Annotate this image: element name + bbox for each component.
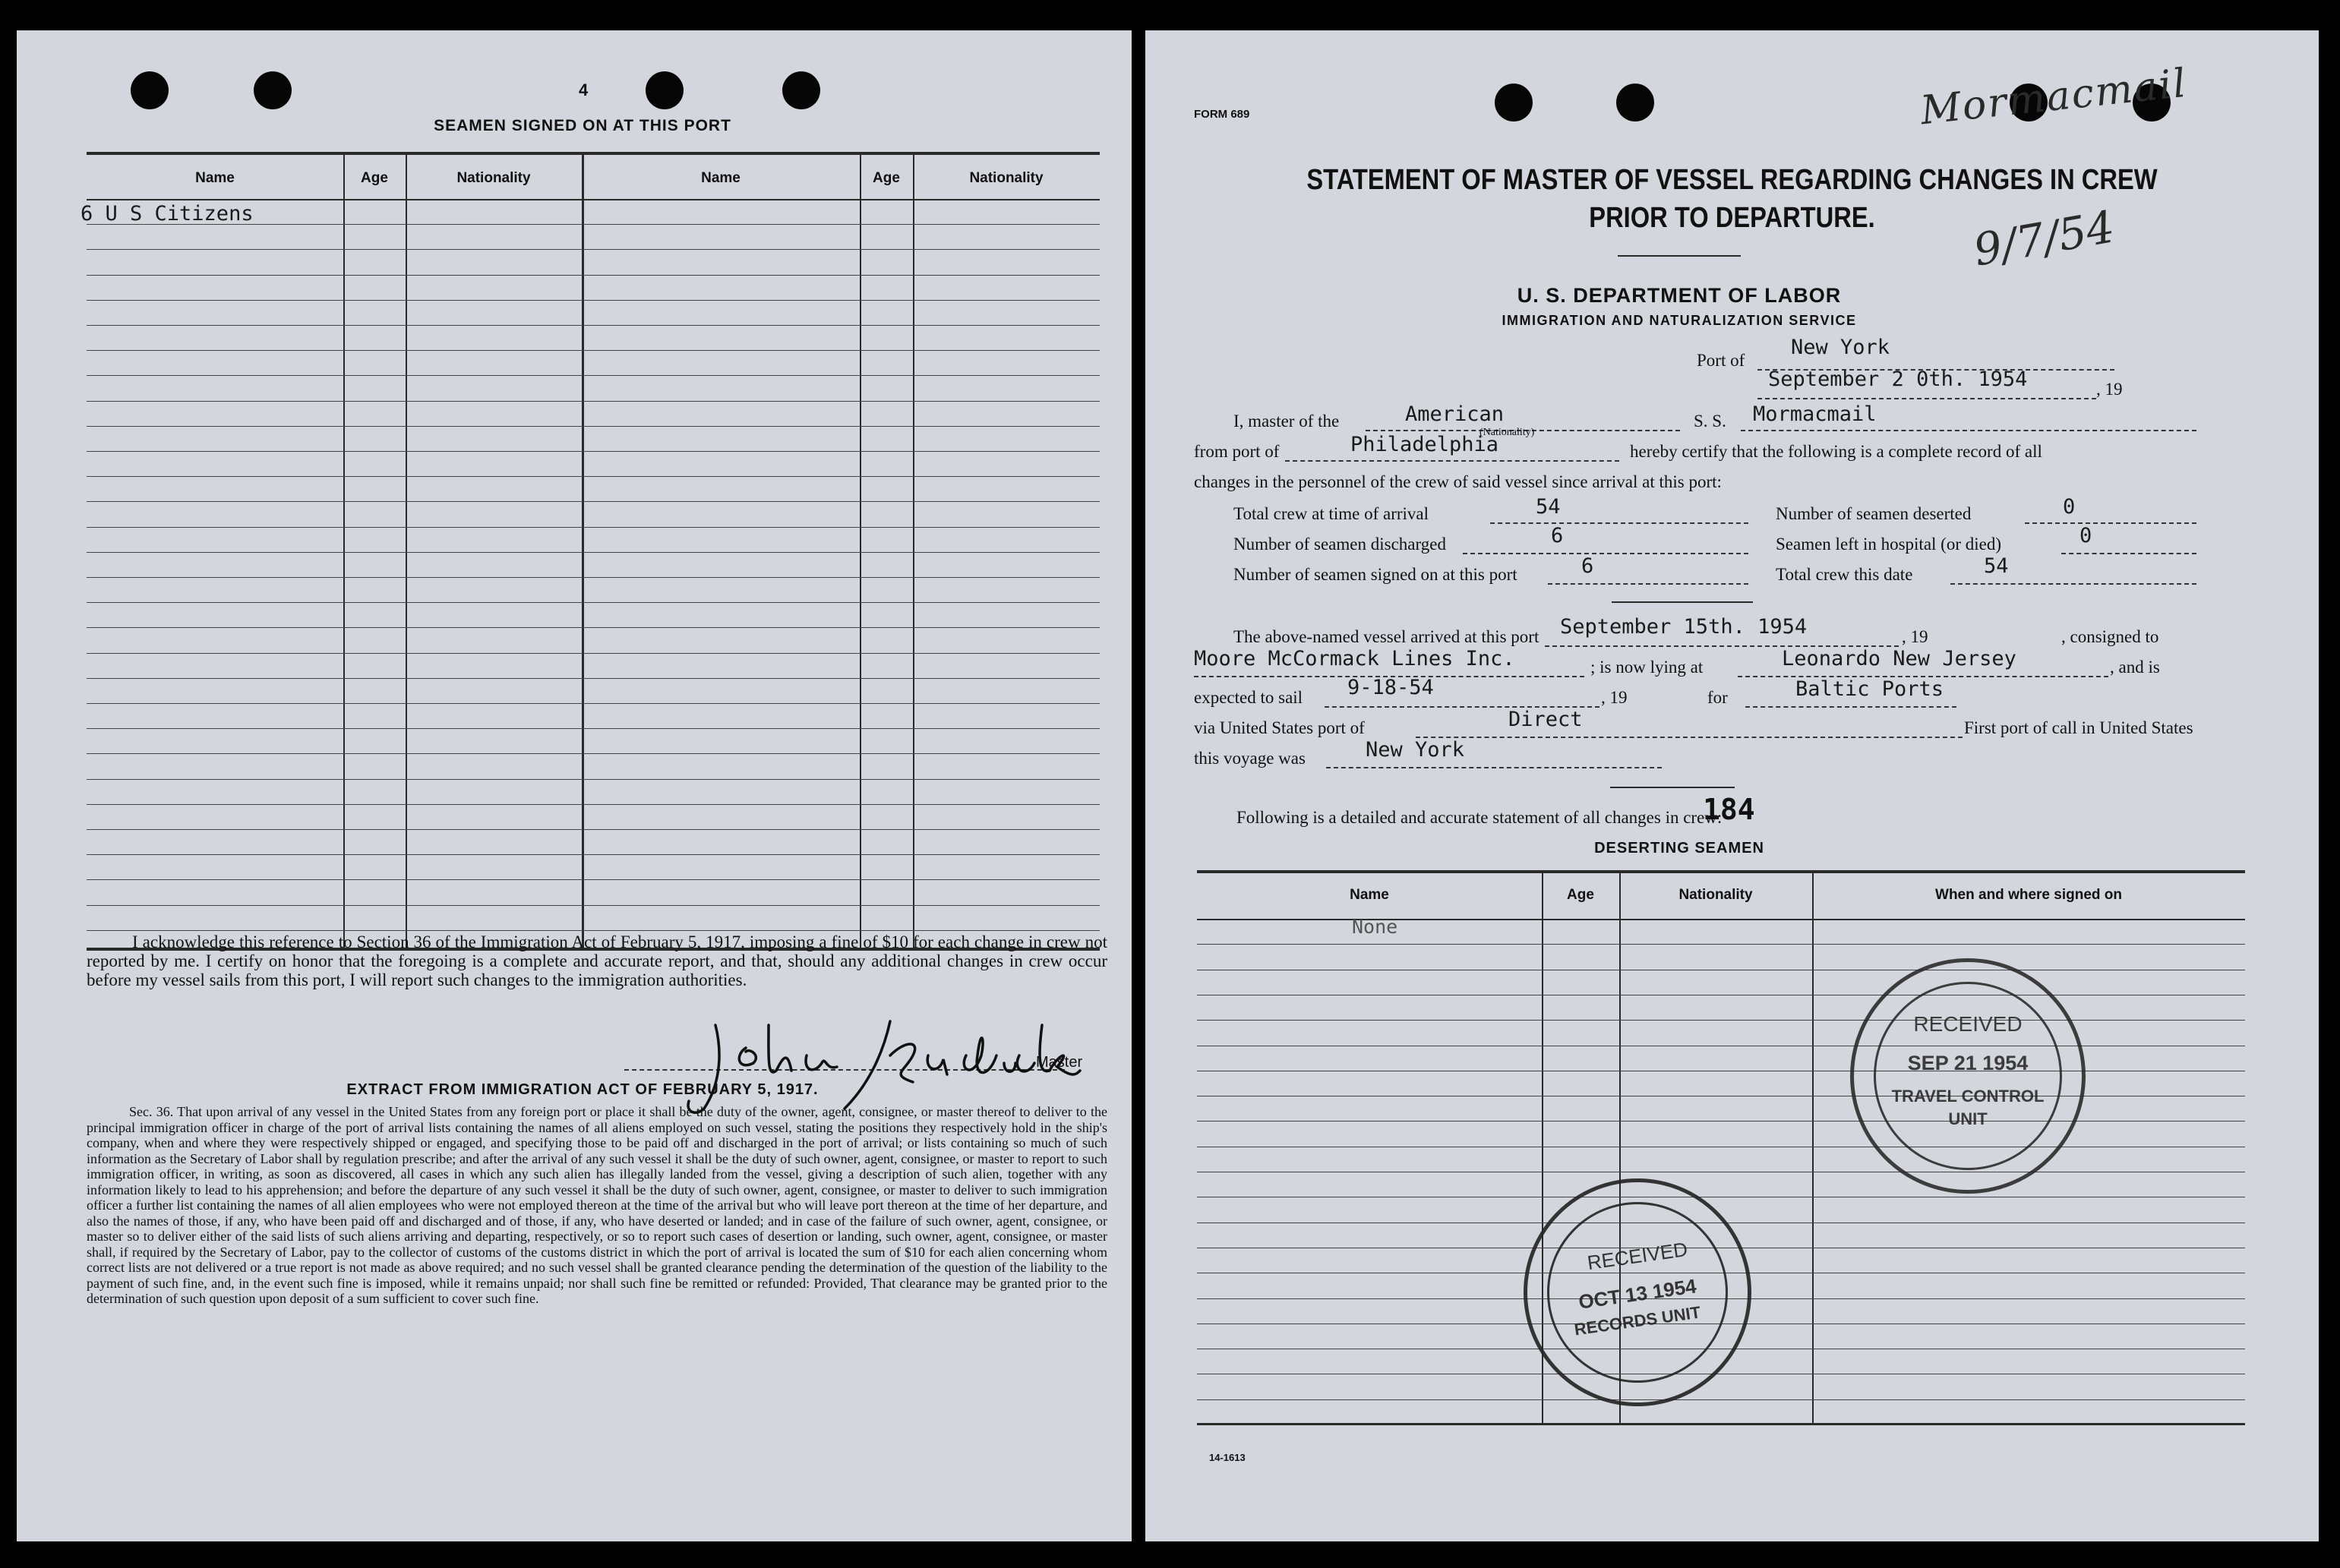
table-bottom-rule	[1197, 1423, 2245, 1425]
for-label: for	[1707, 688, 1728, 707]
table-header-rule	[87, 199, 1100, 200]
row-rule	[87, 249, 1100, 250]
received-stamp-records	[1524, 1178, 1751, 1406]
row-rule	[87, 527, 1100, 528]
punch-hole	[646, 71, 684, 109]
hospital-line	[2061, 553, 2196, 554]
following-label: Following is a detailed and accurate statement of all changes in crew:	[1236, 808, 1723, 827]
deserted-label: Number of seamen deserted	[1776, 504, 1972, 523]
signature-role: Master	[1036, 1054, 1083, 1071]
row-rule	[87, 350, 1100, 351]
total-crew-arrival-label: Total crew at time of arrival	[1233, 504, 1429, 523]
handwritten-date: 9/7/54	[1969, 200, 2119, 276]
row-rule	[87, 653, 1100, 654]
deserted-line	[2025, 522, 2196, 524]
stamp-ring	[1874, 982, 2062, 1170]
date-field-line	[1757, 398, 2096, 399]
total-today-value: 54	[1984, 554, 2009, 578]
sail-label: expected to sail	[1194, 688, 1303, 707]
signed-on-value: 6	[1581, 554, 1594, 578]
page-number: 4	[579, 80, 589, 99]
column-header: Nationality	[1678, 887, 1753, 903]
total-today-label: Total crew this date	[1776, 565, 1913, 584]
ss-label: S. S.	[1694, 412, 1726, 431]
first-port-label: First port of call in United States	[1964, 718, 2193, 737]
table-row: None	[1352, 916, 1398, 938]
title-rule	[1618, 255, 1741, 257]
consignee-value: Moore McCormack Lines Inc.	[1194, 647, 1515, 670]
changes-number: 184	[1703, 793, 1755, 826]
consigned-label: , consigned to	[2061, 627, 2159, 646]
discharged-value: 6	[1551, 524, 1564, 547]
hospital-value: 0	[2079, 524, 2092, 547]
acknowledgement-text: I acknowledge this reference to Section 36 of the Immigration Act of February 5, 1917, imposing a fine of $10 for each change in crew not reported by me. I certify on honor that the foregoing is a complete and accurate report, and that, should any additional changes in crew occur before my vessel sails from this port, I will report such changes to the immigration authorities.	[87, 932, 1107, 989]
punch-hole	[1616, 84, 1654, 121]
department-name: U. S. DEPARTMENT OF LABOR	[1517, 284, 1842, 307]
column-header: Name	[701, 170, 741, 186]
row-rule	[87, 552, 1100, 553]
stamp-date: OCT 13 1954	[1577, 1274, 1698, 1314]
row-rule	[87, 879, 1100, 880]
stamp-received: RECEIVED	[1913, 1012, 2023, 1036]
row-rule	[87, 829, 1100, 830]
nationality-value: American	[1405, 402, 1505, 426]
service-name: IMMIGRATION AND NATURALIZATION SERVICE	[1502, 313, 1857, 328]
stamp-unit: TRAVEL CONTROL	[1891, 1087, 2045, 1106]
nationality-caption: (Nationality)	[1479, 427, 1535, 438]
column-header: Name	[195, 170, 235, 186]
deserting-title: DESERTING SEAMEN	[1594, 840, 1764, 857]
row-rule	[87, 854, 1100, 855]
row-rule	[87, 753, 1100, 754]
hospital-label: Seamen left in hospital (or died)	[1776, 535, 2002, 554]
form-number: FORM 689	[1194, 108, 1250, 121]
section-rule	[1610, 787, 1735, 788]
stamp-received: RECEIVED	[1586, 1237, 1689, 1275]
row-rule	[87, 426, 1100, 427]
stamp-date: SEP 21 1954	[1907, 1052, 2029, 1074]
sail-value: 9-18-54	[1347, 676, 1434, 699]
master-label: I, master of the	[1233, 412, 1340, 431]
handwritten-vessel-name: Mormacmail	[1918, 60, 2190, 134]
row-rule	[87, 325, 1100, 326]
punch-hole	[254, 71, 292, 109]
row-rule	[1197, 1020, 2245, 1021]
row-rule	[87, 300, 1100, 301]
changes-text: changes in the personnel of the crew of said vessel since arrival at this port:	[1194, 472, 1722, 491]
arrived-suffix: , 19	[1902, 627, 1928, 646]
lying-value: Leonardo New Jersey	[1782, 647, 2016, 670]
row-rule	[1197, 1399, 2245, 1400]
lying-label: ; is now lying at	[1590, 658, 1704, 677]
from-port-label: from port of	[1194, 442, 1280, 461]
stamp-unit-2: UNIT	[1948, 1109, 1988, 1128]
row-rule	[87, 602, 1100, 603]
footer-code: 14-1613	[1209, 1452, 1246, 1463]
punch-hole	[782, 71, 820, 109]
row-rule	[87, 779, 1100, 780]
signed-on-label: Number of seamen signed on at this port	[1233, 565, 1517, 584]
date-suffix: , 19	[2096, 380, 2123, 399]
from-port-field-line	[1285, 460, 1619, 462]
left-page	[17, 30, 1132, 1541]
column-header: Age	[361, 170, 388, 186]
column-header: Name	[1350, 887, 1389, 903]
punch-hole	[1495, 84, 1533, 121]
row-rule	[87, 501, 1100, 502]
row-rule	[1197, 1121, 2245, 1122]
row-rule	[87, 804, 1100, 805]
stamp-unit: RECORDS UNIT	[1573, 1302, 1702, 1339]
total-crew-arrival-line	[1490, 522, 1748, 524]
column-rule	[1812, 870, 1814, 1424]
punch-hole	[131, 71, 169, 109]
certify-text: hereby certify that the following is a complete record of all	[1630, 442, 2042, 461]
and-is-text: , and is	[2110, 658, 2160, 677]
row-rule	[87, 905, 1100, 906]
section-rule	[1612, 601, 1753, 603]
discharged-line	[1463, 553, 1748, 554]
row-rule	[87, 375, 1100, 376]
extract-text: Sec. 36. That upon arrival of any vessel in the United States from any foreign port or place it shall be the duty of the owner, agent, consignee, or master thereof to deliver to the principal immigration officer in charge of the port of arrival lists containing the names of all aliens employed on such vessel, stating the positions they respectively hold in the ship's company, when and where they were respectively shipped or engaged, and specifying those to be paid off and discharged in the port of arrival; or lists containing so much of such information as the Secretary of Labor shall by regulation prescribe; and after the arrival of any such vessel it shall be the duty of such owner, agent, consignee, or master to report to such immigration officer, in writing, as soon as discovered, all cases in which any such alien has illegally landed from the vessel, giving a description of such alien, together with any information likely to lead to his apprehension; and before the departure of any such vessel it shall be the duty of such owner, agent, consignee, or master to deliver to such immigration officer a further list containing the names of all alien employees who were not employed thereon at the time of the arrival but who will leave port thereon at the time of her departure, and also the names of those, if any, who have been paid off and discharged and of those, if any, who have deserted or landed; and in case of the failure of such owner, agent, consignee, or master so to deliver either of the said lists of such aliens arriving and departing, respectively, or so to report such cases of desertion or landing, such owner, agent, consignee, or master shall, if required by the Secretary of Labor, pay to the collector of customs of the customs district in which the port of arrival is located the sum of $10 for each alien concerning whom correct lists are not delivered or a true report is not made as above required; and no such vessel shall be granted clearance pending the determination of the question of the liability to the payment of such fine, and, in the event such fine is imposed, while it remains unpaid; nor shall such fine be remitted or refunded: Provided, That clearance may be granted prior to the determination of such question upon deposit of a sum sufficient to cover such fine.	[87, 1104, 1107, 1306]
from-port-value: Philadelphia	[1350, 433, 1499, 456]
signed-on-line	[1548, 583, 1748, 585]
row-rule	[87, 728, 1100, 729]
column-header: Age	[1567, 887, 1594, 903]
for-value: Baltic Ports	[1795, 677, 1944, 701]
table-top-rule	[1197, 870, 2245, 873]
voyage-value: New York	[1366, 738, 1465, 762]
for-line	[1745, 706, 1956, 708]
row-rule	[87, 275, 1100, 276]
section-title: SEAMEN SIGNED ON AT THIS PORT	[434, 117, 731, 134]
row-rule	[87, 577, 1100, 578]
arrived-label: The above-named vessel arrived at this port	[1233, 627, 1539, 646]
voyage-label: this voyage was	[1194, 749, 1306, 768]
row-rule	[87, 476, 1100, 477]
voyage-line	[1326, 767, 1662, 768]
column-header: Age	[873, 170, 900, 186]
table-row: 6 U S Citizens	[81, 202, 254, 226]
total-today-line	[1950, 583, 2196, 585]
row-rule	[87, 627, 1100, 628]
row-rule	[87, 930, 1100, 931]
column-header: Nationality	[456, 170, 531, 186]
table-top-rule	[87, 152, 1100, 155]
form-title-line2: PRIOR TO DEPARTURE.	[1589, 202, 1875, 234]
column-header: Nationality	[969, 170, 1044, 186]
port-label: Port of	[1697, 351, 1745, 370]
via-value: Direct	[1508, 708, 1583, 731]
vessel-field-line	[1741, 430, 2196, 431]
date-value: September 2 0th. 1954	[1768, 368, 2028, 391]
via-line	[1416, 737, 1963, 738]
via-label: via United States port of	[1194, 718, 1365, 737]
port-value: New York	[1791, 336, 1890, 359]
total-crew-arrival-value: 54	[1536, 495, 1561, 519]
row-rule	[87, 703, 1100, 704]
right-page	[1145, 30, 2319, 1541]
arrived-value: September 15th. 1954	[1560, 615, 1808, 639]
extract-title: EXTRACT FROM IMMIGRATION ACT OF FEBRUARY 5, 1917.	[346, 1081, 819, 1098]
column-header: When and where signed on	[1935, 887, 2122, 903]
sail-suffix: , 19	[1601, 688, 1628, 707]
row-rule	[87, 401, 1100, 402]
row-rule	[87, 678, 1100, 679]
received-stamp-travel-control	[1850, 958, 2086, 1194]
row-rule	[87, 451, 1100, 452]
deserted-value: 0	[2063, 495, 2076, 519]
vessel-value: Mormacmail	[1753, 402, 1877, 426]
discharged-label: Number of seamen discharged	[1233, 535, 1446, 554]
row-rule	[1197, 944, 2245, 945]
form-title-line1: STATEMENT OF MASTER OF VESSEL REGARDING CHANGES IN CREW	[1306, 164, 2158, 196]
